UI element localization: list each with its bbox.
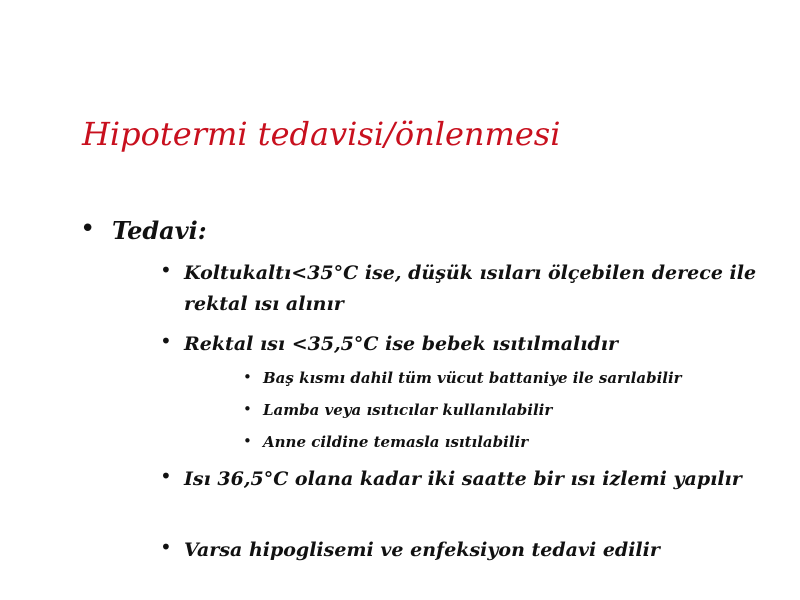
sub-subbullet-text: Anne cildine temasla ısıtılabilir (263, 433, 529, 451)
slide-title: Hipotermi tedavisi/önlenmesi (82, 115, 561, 153)
subbullet-text: Isı 36,5°C olana kadar iki saatte bir ısı izlemi yapılır (184, 468, 742, 490)
bullet-icon: • (160, 329, 172, 353)
bullet-icon: • (160, 258, 172, 282)
bullet-icon: • (243, 432, 252, 450)
subbullet-text: Rektal ısı <35,5°C ise bebek ısıtılmalıdır (184, 333, 618, 355)
bullet-icon: • (160, 464, 172, 488)
sub-subbullet-text: Lamba veya ısıtıcılar kullanılabilir (263, 401, 553, 419)
subbullet-text: Koltukaltı<35°C ise, düşük ısıları ölçebilen derece ile rektal ısı alınır (184, 262, 757, 315)
sub-subbullet-text: Baş kısmı dahil tüm vücut battaniye ile sarılabilir (263, 369, 682, 387)
bullet-icon: • (80, 214, 96, 244)
subbullet-text: Varsa hipoglisemi ve enfeksiyon tedavi edilir (184, 539, 660, 561)
bullet-icon: • (160, 535, 172, 559)
bullet-icon: • (243, 400, 252, 418)
bullet-label: Tedavi: (112, 216, 207, 245)
bullet-icon: • (243, 368, 252, 386)
